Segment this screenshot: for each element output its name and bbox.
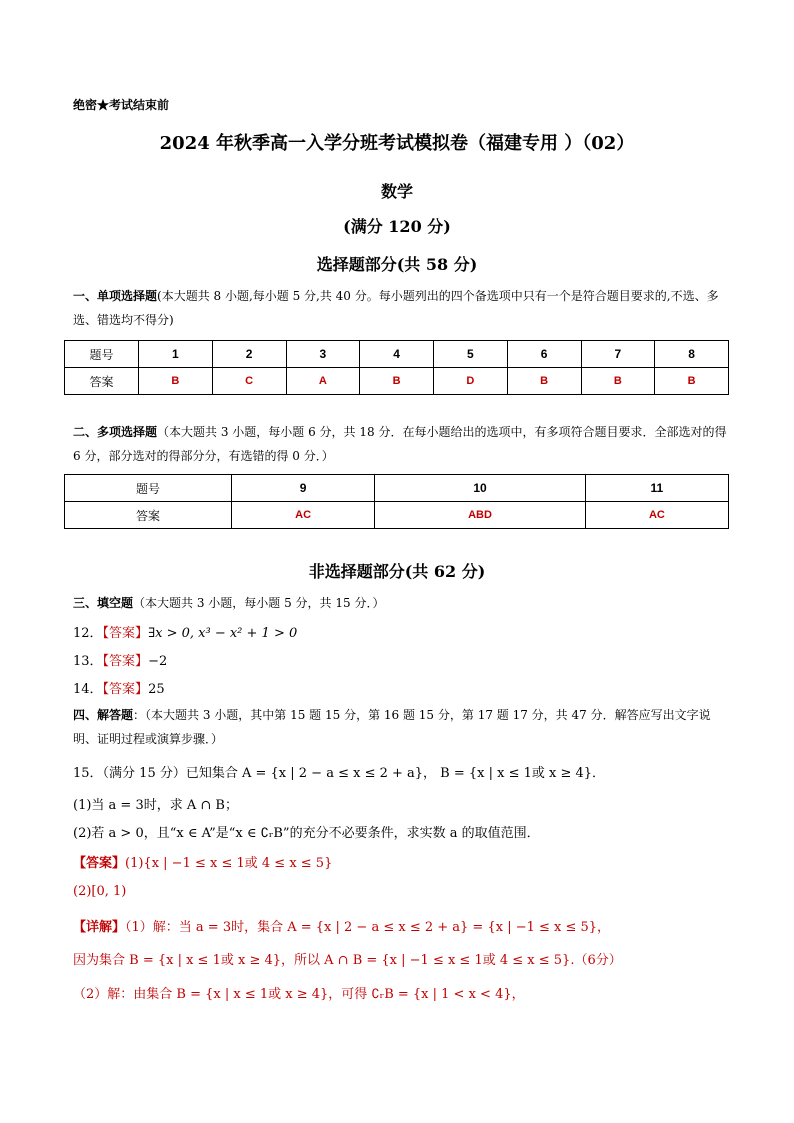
fill-answer-13 <box>73 650 167 669</box>
table-cell-answer: AC <box>232 502 375 529</box>
table-cell-num: 7 <box>581 341 655 368</box>
table-cell-num: 4 <box>360 341 434 368</box>
question-number: 12． <box>73 626 103 641</box>
answer-value: 25 <box>148 682 165 697</box>
table-cell-answer: B <box>581 368 655 395</box>
question-15-part1: (1)当 a = 3时，求 A ∩ B； <box>73 798 238 813</box>
question-15-detail3: （2）解：由集合 B = {x | x ≤ 1或 x ≥ 4}，可得 ∁ᵣB = {x | 1 < x < 4}， <box>73 987 525 1002</box>
subject-title: 数学 <box>380 182 413 201</box>
section2-desc: （本大题共 3 小题，每小题 6 分，共 18 分．在每小题给出的选项中，有多项符合题目要求．全部选对的得 6 分，部分选对的得部分分，有选错的得 0 分．） <box>73 425 727 463</box>
detail-tag: 【详解】 <box>73 920 126 935</box>
table-cell-num: 9 <box>232 475 375 502</box>
answer-tag: 【答案】 <box>102 626 149 641</box>
table-cell-answer: C <box>212 368 286 395</box>
table-header-a: 答案 <box>65 502 232 529</box>
section1-heading: 一、单项选择题 <box>73 289 158 303</box>
table-cell-answer: B <box>507 368 581 395</box>
table-cell-answer: B <box>655 368 729 395</box>
table-row <box>65 475 729 502</box>
section2-answer-table <box>64 474 729 529</box>
table-cell-answer: AC <box>585 502 728 529</box>
exam-title: 2024 年秋季高一入学分班考试模拟卷（福建专用 ）（02） <box>159 133 635 154</box>
section3-heading: 三、填空题 <box>73 596 134 610</box>
section1-answer-table <box>64 340 729 395</box>
table-row <box>65 341 729 368</box>
answer-tag: 【答案】 <box>102 654 149 669</box>
section3-desc: （本大题共 3 小题，每小题 5 分，共 15 分．） <box>133 596 385 610</box>
section4-intro <box>73 703 733 751</box>
question-15-part2: (2)若 a > 0，且“x ∈ A”是“x ∈ ∁ᵣB”的充分不必要条件，求实数 a 的取值范围． <box>73 826 540 841</box>
part1-title: 选择题部分(共 58 分) <box>316 255 478 274</box>
question-15-answer1 <box>73 852 332 871</box>
table-header-q: 题号 <box>65 475 232 502</box>
detail-text: （1）解：当 a = 3时，集合 A = {x | 2 − a ≤ x ≤ 2 + a} = {x | −1 ≤ x ≤ 5}， <box>125 920 611 935</box>
question-15-detail1 <box>73 916 610 935</box>
part2-title: 非选择题部分(共 62 分) <box>308 562 486 581</box>
answer-value: (1){x | −1 ≤ x ≤ 1或 4 ≤ x ≤ 5} <box>125 856 333 871</box>
table-cell-num: 3 <box>286 341 360 368</box>
table-cell-num: 8 <box>655 341 729 368</box>
table-cell-answer: B <box>139 368 213 395</box>
question-number: 13． <box>73 654 103 669</box>
table-row <box>65 502 729 529</box>
fill-answer-14 <box>73 678 165 697</box>
table-header-q: 题号 <box>65 341 139 368</box>
table-cell-num: 2 <box>212 341 286 368</box>
table-cell-num: 6 <box>507 341 581 368</box>
table-header-a: 答案 <box>65 368 139 395</box>
table-cell-num: 5 <box>434 341 508 368</box>
answer-value: ∃x > 0, x³ − x² + 1 > 0 <box>148 626 298 641</box>
secret-label: 绝密★考试结束前 <box>73 98 170 112</box>
section4-desc: ：（本大题共 3 小题，其中第 15 题 15 分，第 16 题 15 分，第 17 题 17 分，共 47 分．解答应写出文字说明、证明过程或演算步骤．） <box>73 708 711 746</box>
section3-intro <box>73 594 384 611</box>
fill-answer-12 <box>73 622 297 641</box>
table-cell-answer: A <box>286 368 360 395</box>
table-cell-answer: ABD <box>375 502 586 529</box>
answer-tag: 【答案】 <box>102 682 149 697</box>
section1-intro <box>73 284 733 332</box>
table-cell-num: 10 <box>375 475 586 502</box>
section2-intro <box>73 420 733 468</box>
question-15-detail2: 因为集合 B = {x | x ≤ 1或 x ≥ 4}，所以 A ∩ B = {x | −1 ≤ x ≤ 1或 4 ≤ x ≤ 5}.（6分） <box>73 953 622 968</box>
question-15-stem: 15．（满分 15 分）已知集合 A = {x | 2 − a ≤ x ≤ 2 + a}， B = {x | x ≤ 1或 x ≥ 4}． <box>73 766 606 781</box>
table-cell-num: 1 <box>139 341 213 368</box>
section4-heading: 四、解答题 <box>73 708 134 722</box>
question-15-answer2: (2)[0, 1) <box>73 884 127 899</box>
table-cell-num: 11 <box>585 475 728 502</box>
table-cell-answer: B <box>360 368 434 395</box>
table-row <box>65 368 729 395</box>
section2-heading: 二、多项选择题 <box>73 425 158 439</box>
full-score: (满分 120 分) <box>343 217 451 236</box>
answer-value: −2 <box>148 654 168 669</box>
section1-desc: (本大题共 8 小题,每小题 5 分,共 40 分。每小题列出的四个备选项中只有一个是符合题目要求的,不选、多选、错选均不得分) <box>73 289 719 327</box>
table-cell-answer: D <box>434 368 508 395</box>
answer-tag: 【答案】 <box>73 856 126 871</box>
question-number: 14． <box>73 682 103 697</box>
